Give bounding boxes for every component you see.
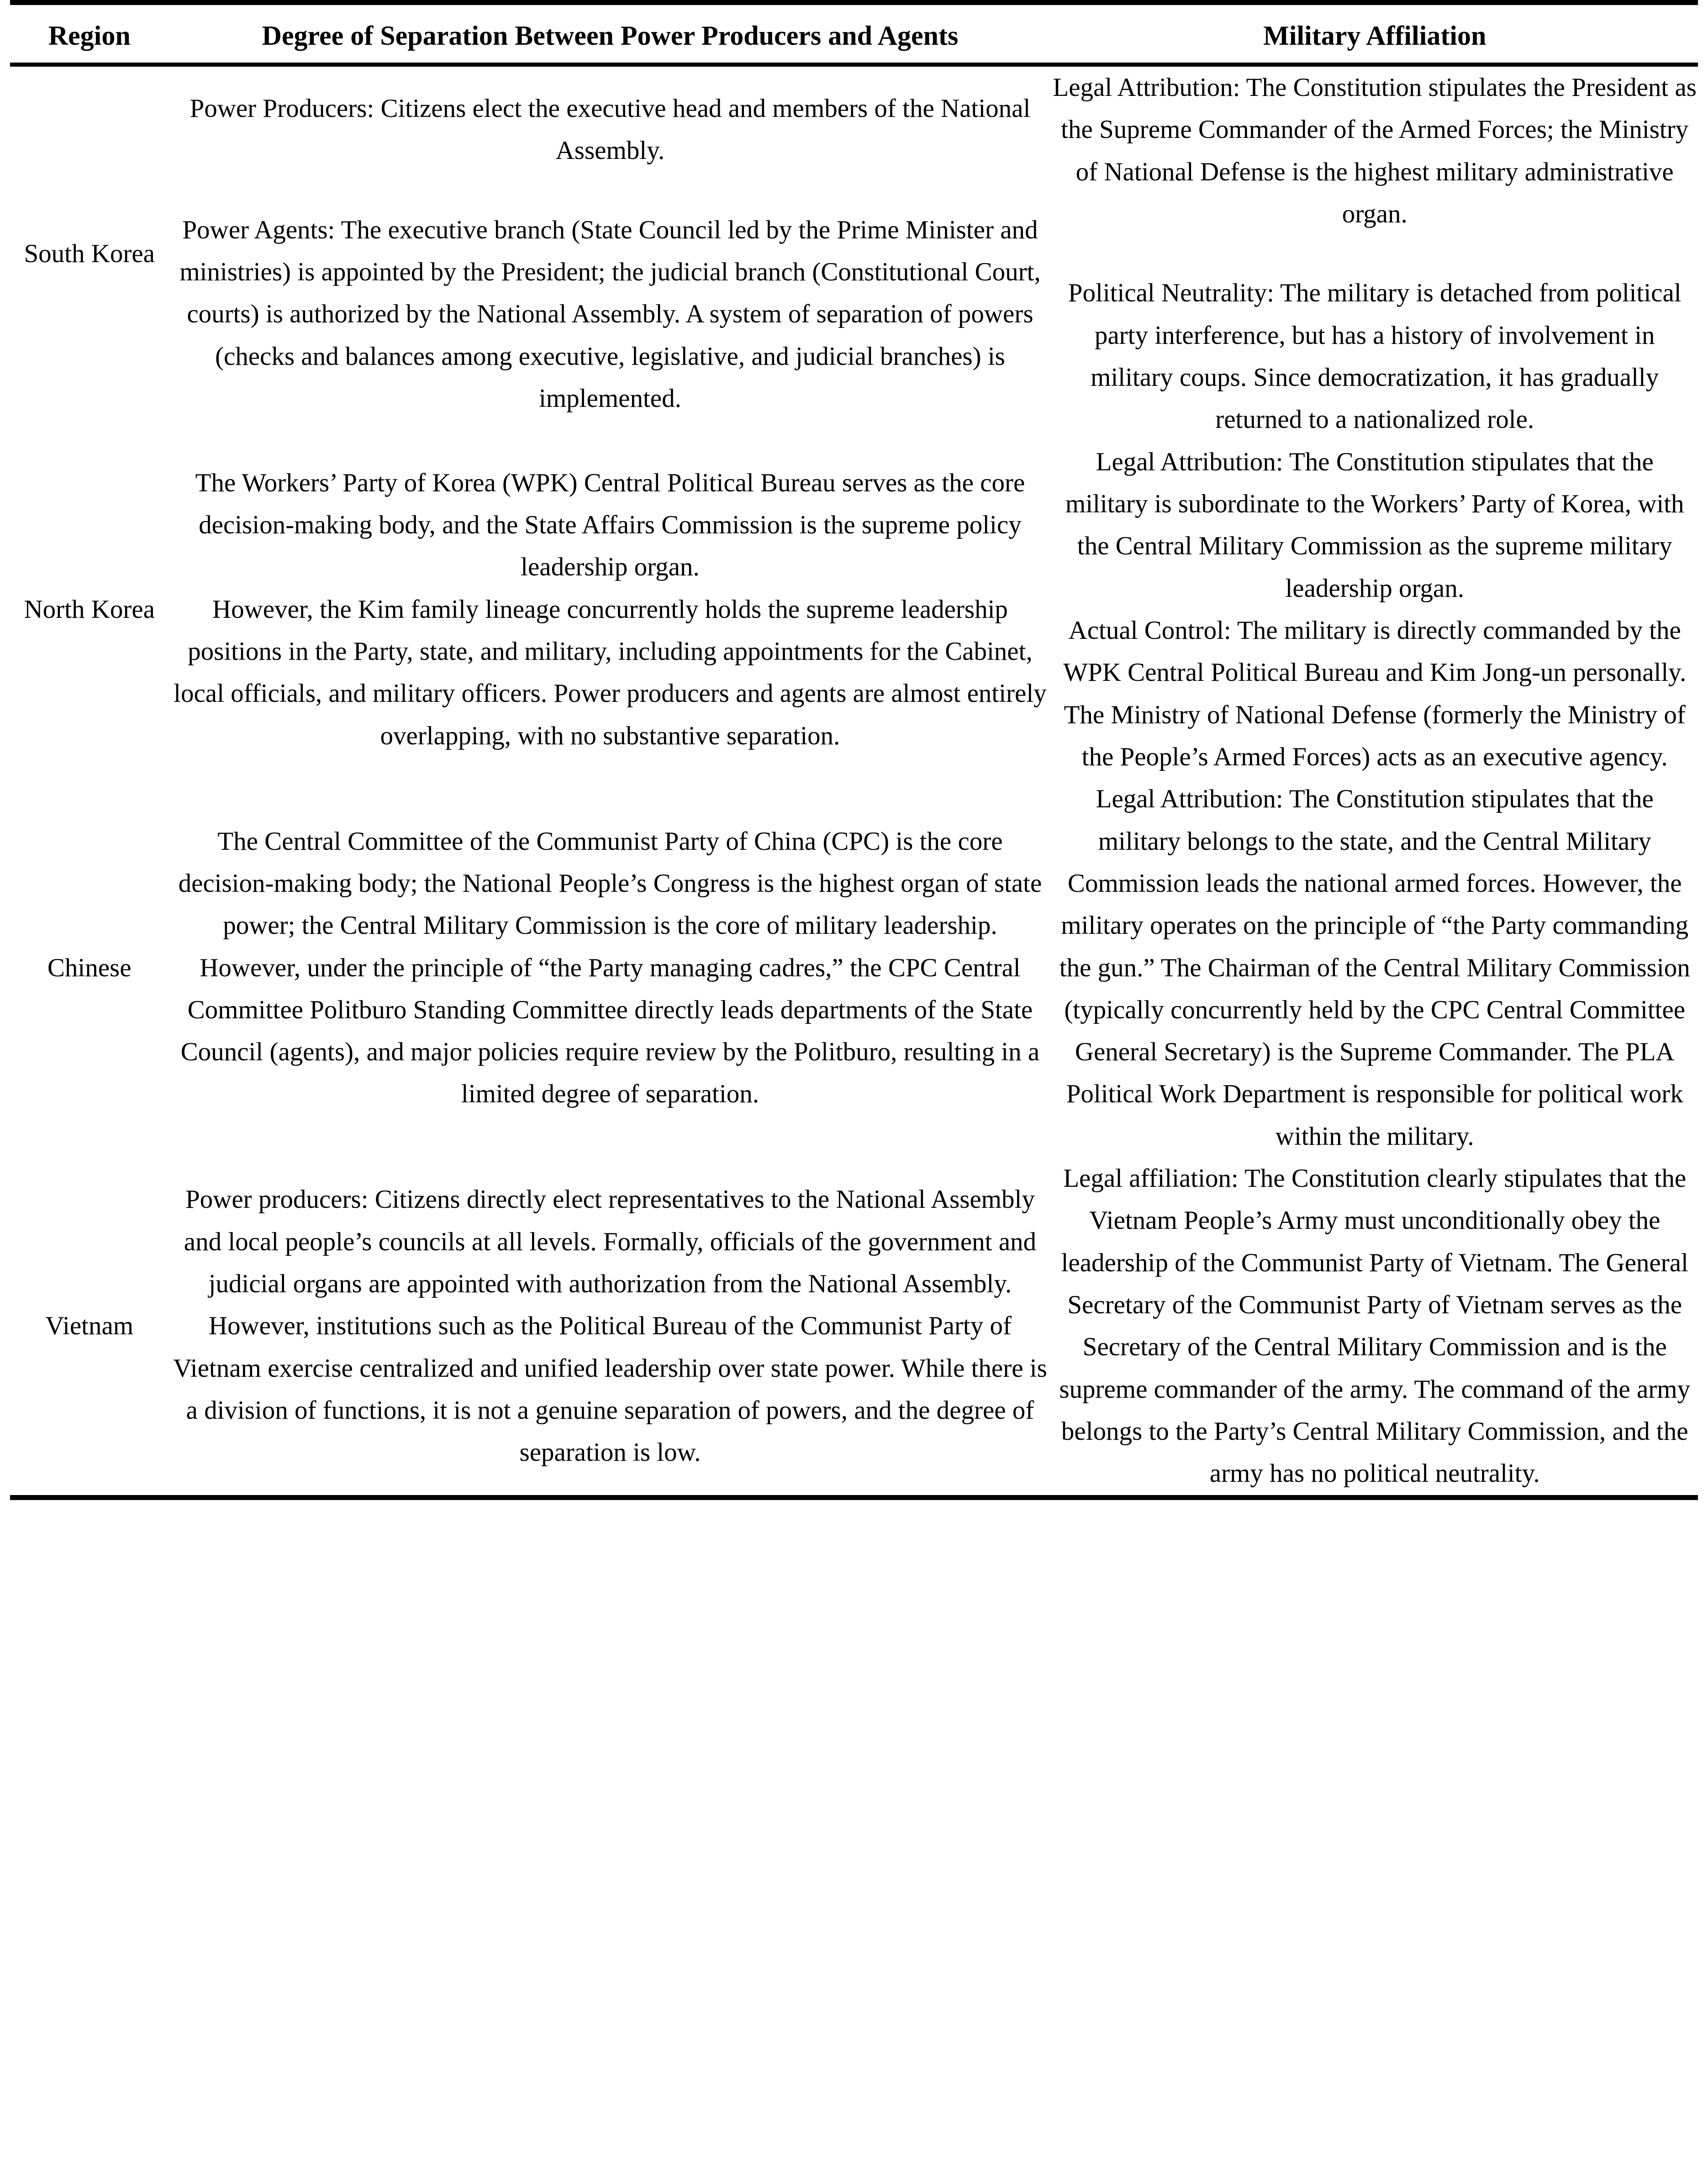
paragraph: Legal Attribution: The Constitution stipulates that the military is subordinate to the Workers’ Party of Korea, with the Central Military Commission as the supreme military leadership organ. <box>1065 447 1684 603</box>
region-label-north-korea: North Korea <box>24 595 155 624</box>
paragraph: However, the Kim family lineage concurrently holds the supreme leadership positions in the Party, state, and military, including appointments for the Cabinet, local officials, and military officers. Power producers and agents are almost entirely overlapping, with no substantive separation. <box>174 595 1047 750</box>
degree-cell-vietnam <box>169 1158 1051 1497</box>
column-header-region: Region <box>10 3 169 65</box>
paragraph: Legal affiliation: The Constitution clearly stipulates that the Vietnam People’s Army must unconditionally obey the leadership of the Communist Party of Vietnam. The General Secretary of the Communist Party of Vietnam serves as the Secretary of the Central Military Commission and is the supreme commander of the army. The command of the army belongs to the Party’s Central Military Commission, and the army has no political neutrality. <box>1059 1164 1691 1488</box>
degree-cell-south-korea <box>169 65 1051 441</box>
table-row <box>10 441 1698 779</box>
paragraph: Power producers: Citizens directly elect representatives to the National Assembly and local people’s councils at all levels. Formally, officials of the government and judicial organs are appointed with authorization from the National Assembly. <box>184 1185 1037 1298</box>
table-row <box>10 1158 1698 1497</box>
table-row <box>10 778 1698 1158</box>
comparison-table <box>10 0 1698 1500</box>
table-header-row <box>10 3 1698 65</box>
region-label-vietnam: Vietnam <box>10 1158 169 1497</box>
paragraph: However, under the principle of “the Party managing cadres,” the CPC Central Committee Politburo Standing Committee directly leads departments of the State Council (agents), and major policies require review by the Politburo, resulting in a limited degree of separation. <box>180 953 1040 1109</box>
paragraph: Legal Attribution: The Constitution stipulates that the military belongs to the state, and the Central Military Commission leads the national armed forces. However, the military operates on the principle of “the Party commanding the gun.” The Chairman of the Central Military Commission (typically concurrently held by the CPC Central Committee General Secretary) is the Supreme Commander. The PLA Political Work Department is responsible for political work within the military. <box>1059 785 1690 1151</box>
region-label-south-korea: South Korea <box>24 239 155 268</box>
military-cell-south-korea <box>1051 65 1698 441</box>
column-header-degree-of-separation: Degree of Separation Between Power Producers and Agents <box>169 3 1051 65</box>
paragraph: However, institutions such as the Political Bureau of the Communist Party of Vietnam exercise centralized and unified leadership over state power. While there is a division of functions, it is not a genuine separation of powers, and the degree of separation is low. <box>173 1311 1047 1467</box>
military-cell-chinese <box>1051 778 1698 1158</box>
degree-cell-north-korea <box>169 441 1051 779</box>
region-label-chinese: Chinese <box>47 953 132 982</box>
paragraph: Power Agents: The executive branch (State Council led by the Prime Minister and ministries) is appointed by the President; the judicial branch (Constitutional Court, courts) is authorized by the National Assembly. A system of separation of powers (checks and balances among executive, legislative, and judicial branches) is implemented. <box>179 215 1041 413</box>
paragraph: Legal Attribution: The Constitution stipulates the President as the Supreme Commander of the Armed Forces; the Ministry of National Defense is the highest military administrative organ. <box>1053 73 1697 228</box>
military-cell-north-korea <box>1051 441 1698 779</box>
paragraph: The Central Committee of the Communist Party of China (CPC) is the core decision-making body; the National People’s Congress is the highest organ of state power; the Central Military Commission is the core of military leadership. <box>178 827 1042 940</box>
paragraph: The Workers’ Party of Korea (WPK) Central Political Bureau serves as the core decision-making body, and the State Affairs Commission is the supreme policy leadership organ. <box>195 468 1025 582</box>
military-cell-vietnam <box>1051 1158 1698 1497</box>
column-header-military-affiliation: Military Affiliation <box>1051 3 1698 65</box>
paragraph: Power Producers: Citizens elect the executive head and members of the National Assembly. <box>190 94 1031 165</box>
table-body <box>10 65 1698 1498</box>
table-header <box>10 3 1698 65</box>
table-row <box>10 65 1698 441</box>
paragraph: Political Neutrality: The military is detached from political party interference, but has a history of involvement in military coups. Since democratization, it has gradually returned to a nationalized role. <box>1068 279 1682 434</box>
paragraph: Actual Control: The military is directly commanded by the WPK Central Political Bureau and Kim Jong-un personally. The Ministry of National Defense (formerly the Ministry of the People’s Armed Forces) acts as an executive agency. <box>1063 616 1687 771</box>
degree-cell-chinese <box>169 778 1051 1158</box>
